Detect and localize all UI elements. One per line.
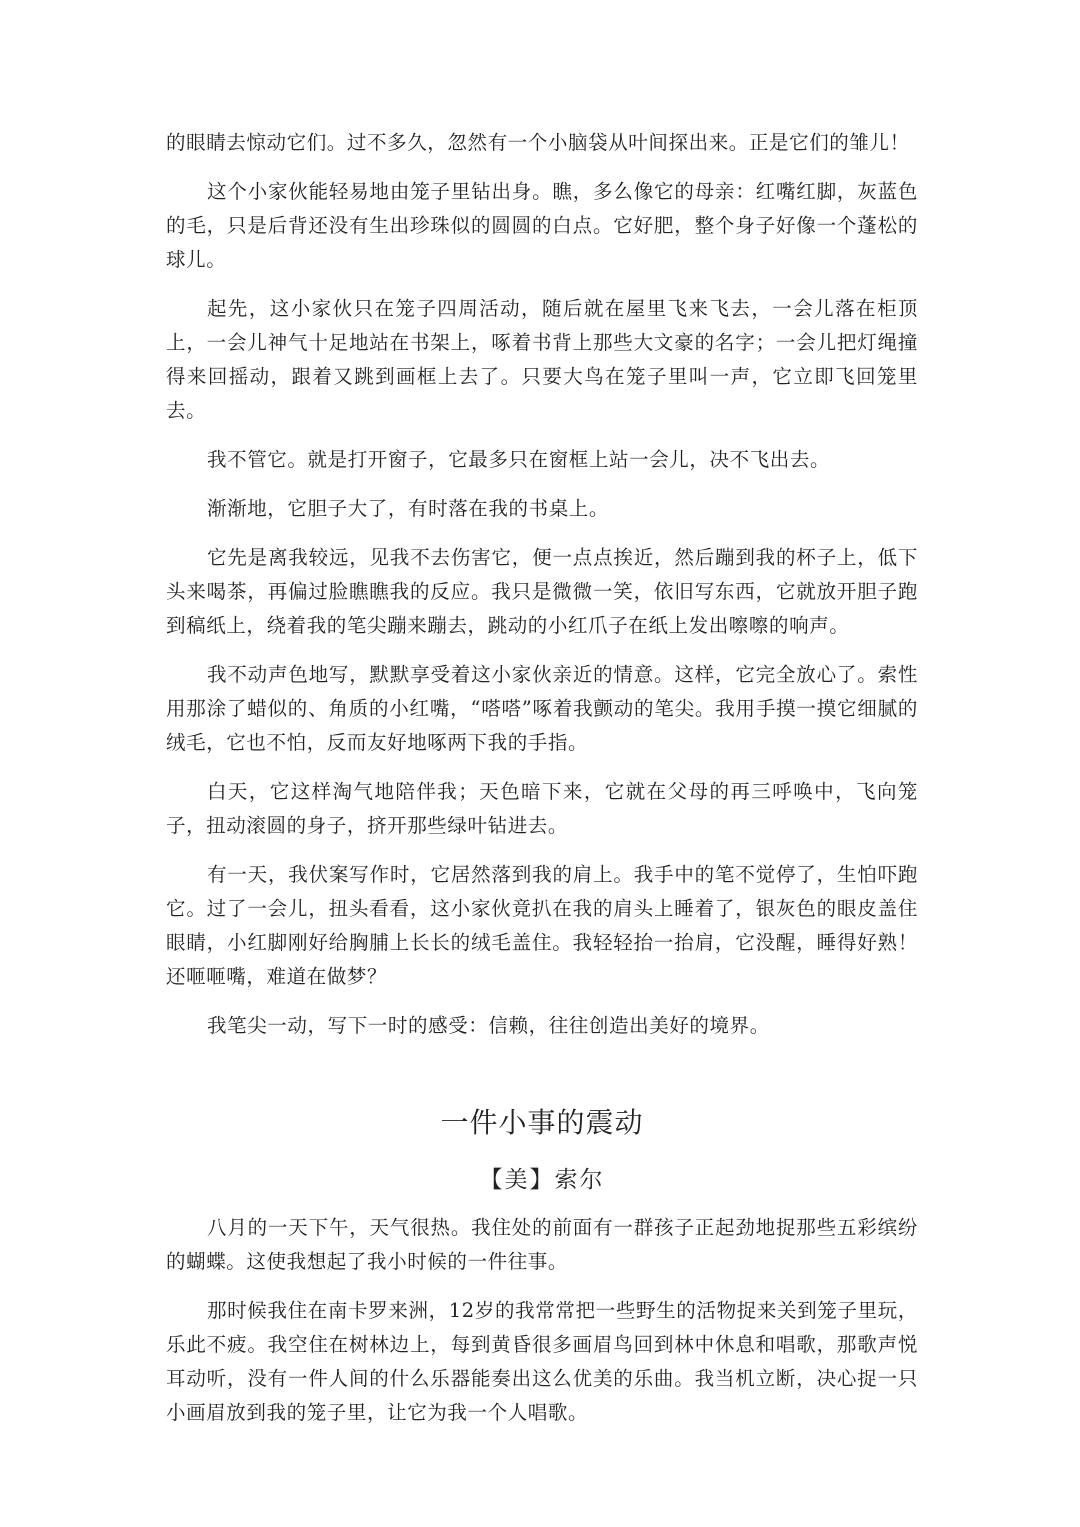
paragraph: 它先是离我较远，见我不去伤害它，便一点点挨近，然后蹦到我的杯子上，低下头来喝茶，再偏过脸瞧瞧我的反应。我只是微微一笑，依旧写东西，它就放开胆子跑到稿纸上，绕着我的笔尖蹦来蹦去，跳动的小红爪子在纸上发出嚓嚓的响声。 xyxy=(166,546,918,637)
paragraph: 有一天，我伏案写作时，它居然落到我的肩上。我手中的笔不觉停了，生怕吓跑它。过了一会儿，扭头看看，这小家伙竟扒在我的肩头上睡着了，银灰色的眼皮盖住眼睛，小红脚刚好给胸脯上长长的绒毛盖住。我轻轻抬一抬肩，它没醒，睡得好熟！还咂咂嘴，难道在做梦？ xyxy=(166,863,918,988)
document-page xyxy=(166,126,918,1445)
paragraph: 八月的一天下午，天气很热。我住处的前面有一群孩子正起劲地捉那些五彩缤纷的蝴蝶。这使我想起了我小时候的一件往事。 xyxy=(166,1216,918,1273)
paragraph: 这个小家伙能轻易地由笼子里钻出身。瞧，多么像它的母亲：红嘴红脚，灰蓝色的毛，只是后背还没有生出珍珠似的圆圆的白点。它好肥，整个身子好像一个蓬松的球儿。 xyxy=(166,180,918,271)
paragraph: 那时候我住在南卡罗来洲，12岁的我常常把一些野生的活物捉来关到笼子里玩，乐此不疲。我空住在树林边上，每到黄昏很多画眉鸟回到林中休息和唱歌，那歌声悦耳动听，没有一件人间的什么乐器能奏出这么优美的乐曲。我当机立断，决心捉一只小画眉放到我的笼子里，让它为我一个人唱歌。 xyxy=(166,1299,918,1424)
story-two xyxy=(166,1103,918,1430)
paragraph: 我不动声色地写，默默享受着这小家伙亲近的情意。这样，它完全放心了。索性用那涂了蜡似的、角质的小红嘴，“嗒嗒”啄着我颤动的笔尖。我用手摸一摸它细腻的绒毛，它也不怕，反而友好地啄两下我的手指。 xyxy=(166,663,918,754)
story-one xyxy=(166,126,918,1043)
story-author: 【美】索尔 xyxy=(479,1167,605,1193)
paragraph: 我笔尖一动，写下一时的感受：信赖，往往创造出美好的境界。 xyxy=(207,1014,770,1037)
paragraph: 的眼睛去惊动它们。过不多久，忽然有一个小脑袋从叶间探出来。正是它们的雏儿！ xyxy=(166,131,910,154)
paragraph: 我不管它。就是打开窗子，它最多只在窗框上站一会儿，决不飞出去。 xyxy=(207,448,831,471)
story-title: 一件小事的震动 xyxy=(440,1106,644,1139)
paragraph: 渐渐地，它胆子大了，有时落在我的书桌上。 xyxy=(207,497,610,520)
paragraph: 起先，这小家伙只在笼子四周活动，随后就在屋里飞来飞去，一会儿落在柜顶上，一会儿神气十足地站在书架上，啄着书背上那些大文豪的名字；一会儿把灯绳撞得来回摇动，跟着又跳到画框上去了。只要大鸟在笼子里叫一声，它立即飞回笼里去。 xyxy=(166,297,918,422)
paragraph: 白天，它这样淘气地陪伴我；天色暗下来，它就在父母的再三呼唤中，飞向笼子，扭动滚圆的身子，挤开那些绿叶钻进去。 xyxy=(166,780,918,837)
